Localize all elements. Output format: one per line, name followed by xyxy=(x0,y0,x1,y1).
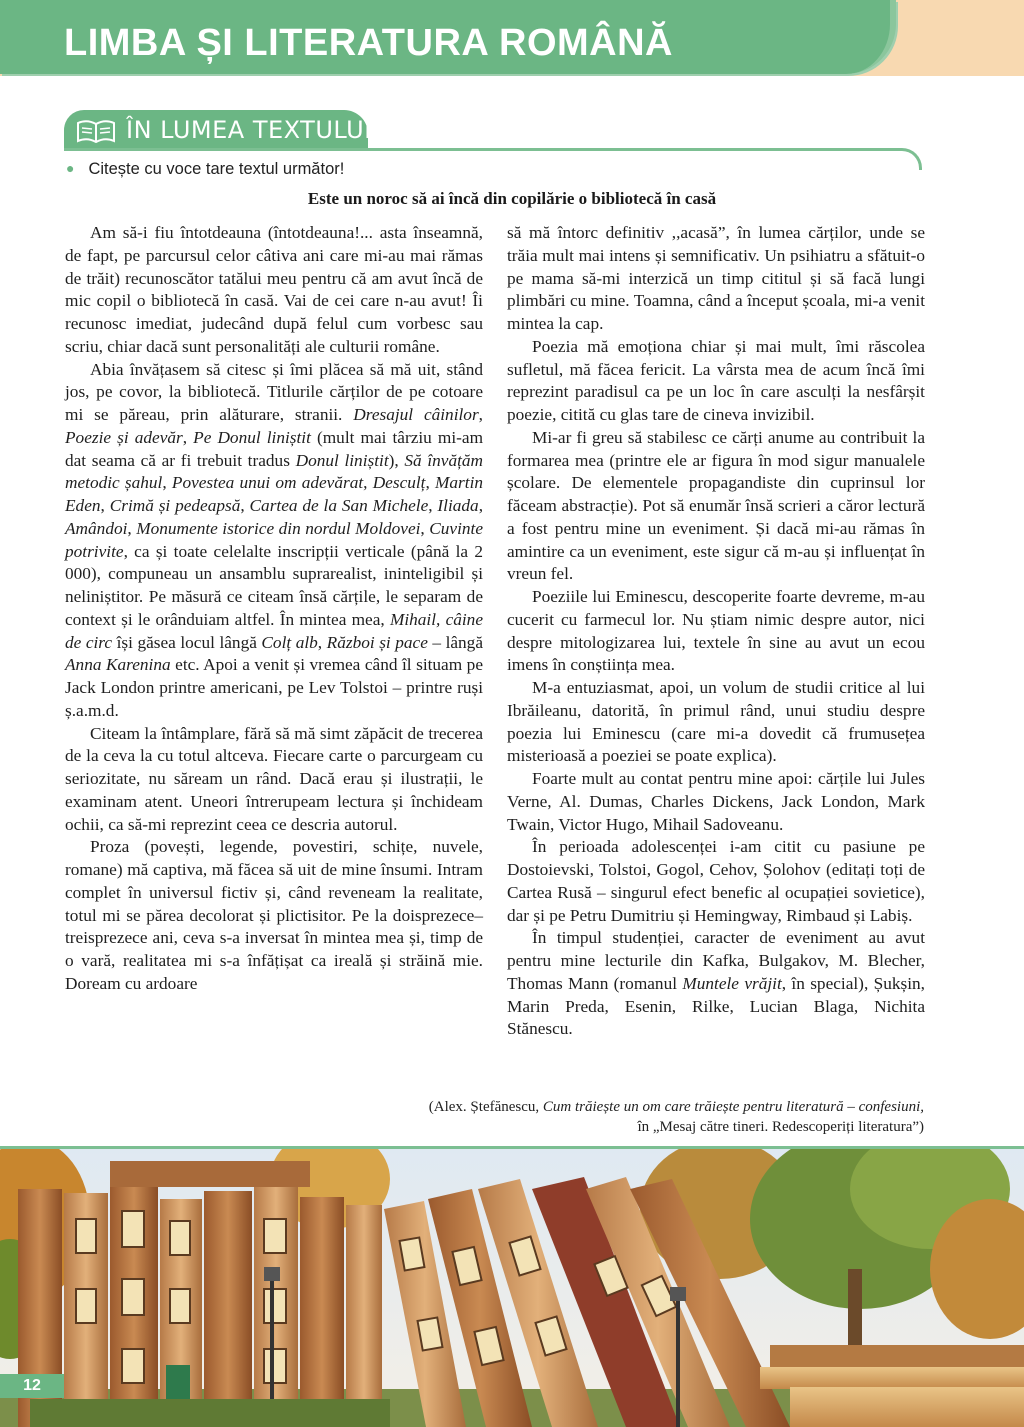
book-buildings-illustration xyxy=(0,1146,1024,1427)
page-title: LIMBA ȘI LITERATURA ROMÂNĂ xyxy=(64,22,673,64)
book-title-italic: Anna Karenina xyxy=(65,655,171,675)
text-segment: , xyxy=(162,473,172,493)
text-segment: (mult mai târziu mi-am dat seama că ar fi trebuit tradus xyxy=(65,427,484,470)
text-segment: M-a entuziasmat, apoi, un volum de studii critice al lui Ibrăileanu, datorită, în primul rând, unui studiu despre poezia lui Eminescu (care mi-a dovedit că frumusețea misterioasă a poeziei se poate explica). xyxy=(507,678,925,766)
text-segment: , xyxy=(420,518,430,538)
header-band xyxy=(0,0,1024,76)
book-title-italic: Monumente istorice din nordul Moldovei xyxy=(136,518,421,538)
paragraph xyxy=(65,836,483,995)
text-segment: Citeam la întâmplare, fără să mă simt zăpăcit de trecerea de la ceva la cu totul altceva. Fiecare carte o parcurgeam cu seriozitate, nu săream un rând. Dacă erau și ilustrații, le examinam atent. Uneori întrerupeam lectura și închideam ochii, ca să-mi reprezint ceea ce descria autorul. xyxy=(65,723,483,834)
text-segment: , xyxy=(100,496,110,515)
text-column-left xyxy=(65,222,483,996)
text-segment: În timpul studenției, caracter de eveniment au avut pentru mine lecturile din Kafka, Bulgakov, M. Blecher, Thomas Mann (romanul xyxy=(507,928,925,993)
book-title-italic: Desculț xyxy=(372,473,426,493)
text-column-right xyxy=(507,222,925,1041)
text-segment: Proza (povești, legende, povestiri, schițe, nuvele, romane) mă captiva, mă făcea să uit de mine însumi. Intram complet în universul fictiv și, când reveneam la realitate, totul mi se părea decolorat și plictisitor. Pe la doisprezece–treisprezece ani, ceva s-a inversat în mintea mea și, timp de o vară, realitatea mi s-a înfățișat ca ireală și străină mie. Doream cu ardoare xyxy=(65,837,483,993)
paragraph xyxy=(507,836,925,927)
bullet-icon: ● xyxy=(66,160,75,176)
section-label: ÎN LUMEA TEXTULUI xyxy=(126,116,372,144)
text-segment: – lângă xyxy=(427,632,483,652)
text-title: Este un noroc să ai încă din copilărie o bibliotecă în casă xyxy=(307,189,717,208)
paragraph xyxy=(507,677,925,768)
book-title-italic: Dresajul câinilor xyxy=(353,405,479,424)
paragraph xyxy=(507,768,925,836)
paragraph xyxy=(507,222,925,336)
section-tab xyxy=(64,110,372,150)
source-line-2: în „Mesaj către tineri. Redescoperiți literatura”) xyxy=(637,1119,924,1135)
paragraph xyxy=(507,427,925,586)
book-title-italic: Mihail, câine de circ xyxy=(65,609,483,652)
paragraph xyxy=(65,723,483,837)
book-title-italic: Pe Donul liniștit xyxy=(193,427,311,447)
text-segment: Abia învățasem să citesc și îmi plăcea să mă uit, stând jos, pe covor, la bibliotecă. Titlurile cărților de pe cotoare mi se păreau, prin alăturare, stranii. xyxy=(65,359,483,424)
page-number: 12 xyxy=(0,1374,64,1398)
paragraph xyxy=(507,336,925,427)
text-segment: să mă întorc definitiv ,,acasă”, în lumea cărților, unde se trăia mult mai intens și semnificativ. Un psihiatru a sfătuit-o pe mama să-mi interzică un timp cititul și să facă lungi plimbări cu mine. Toamna, când a început școala, mi-a venit mintea la cap. xyxy=(507,223,925,333)
text-segment: ), xyxy=(388,450,405,470)
paragraph xyxy=(507,586,925,677)
book-title-italic: Cuvinte potrivite xyxy=(65,518,484,561)
text-segment: , xyxy=(425,473,436,493)
text-segment: Poeziile lui Eminescu, descoperite foarte devreme, m-au cucerit cu farmecul lor. Nu știam nimic despre autor, nici despre mitologizarea lui, textele în sine au avut un ecou imens în conștiința mea. xyxy=(507,587,925,675)
book-title-italic: Donul liniștit xyxy=(295,450,389,470)
paragraph xyxy=(507,927,925,1041)
text-segment: , xyxy=(363,473,373,493)
book-title-italic: Colț alb xyxy=(261,632,318,652)
book-title-italic: Crimă și pedeapsă xyxy=(109,496,241,515)
text-segment: , xyxy=(478,496,484,515)
text-segment: În perioada adolescenței i-am citit cu pasiune pe Dostoievski, Tolstoi, Gogol, Cehov, Șolohov (editați toți de Cartea Rusă – singurul efect benefic al ocupației sovietice), dar și pe Petru Dumitriu și Hemingway, Rimbaud și Labiș. xyxy=(507,837,925,925)
text-segment: Mi-ar fi greu să stabilesc ce cărți anume au contribuit la formarea mea (printre ele ar figura în mod sigur manualele școlare. De elementele propagandiste din cuprinsul lor făceam abstracție). Pot să enumăr însă scrieri a căror lectură a fost pentru mine un eveniment. Și dacă mi-au rămas în amintire ca un eveniment, este sigur că m-au și influențat în vreun fel. xyxy=(507,427,925,584)
book-title-italic: Martin Eden xyxy=(65,473,484,515)
text-segment: , xyxy=(182,427,194,447)
text-segment: , în special), Șukșin, Marin Preda, Esenin, Rilke, Lucian Blaga, Nichita Stănescu. xyxy=(507,973,925,1039)
text-segment: , xyxy=(478,405,483,424)
text-segment: își găsea locul lângă xyxy=(112,632,262,652)
book-title-italic: Război și pace xyxy=(326,632,428,652)
source-citation xyxy=(429,1097,924,1137)
book-title-italic: Muntele vrăjit xyxy=(682,973,782,993)
paragraph xyxy=(65,359,483,723)
book-title-italic: Povestea unui om adevărat xyxy=(171,473,364,493)
text-segment: , xyxy=(428,496,438,515)
instruction-text: Citește cu voce tare textul următor! xyxy=(88,160,345,178)
instruction xyxy=(66,160,344,179)
book-title-italic: Cartea de la San Michele xyxy=(249,496,429,515)
text-segment: etc. Apoi a venit și vremea când îl situam pe Jack London printre americani, pe Lev Tolstoi – printre ruși ș.a.m.d. xyxy=(65,655,483,720)
text-segment: , ca și toate celelalte inscripții verticale (până la 2 000), compuneau un ansamblu suprarealist, ininteligibil și neliniștitor. Pe măsură ce citeam însă cărțile, le separam de context și le orânduiam altfel. În mintea mea, xyxy=(65,541,483,629)
book-title-italic: Poezie și adevăr xyxy=(65,427,183,447)
text-segment: , xyxy=(317,632,327,652)
text-segment: , xyxy=(127,518,137,538)
text-segment: , xyxy=(240,496,250,515)
paragraph xyxy=(65,222,483,359)
book-title-italic: Amândoi xyxy=(65,518,128,538)
text-segment: Am să-i fiu întotdeauna (întotdeauna!... asta înseamnă, de fapt, pe parcursul celor câtiva ani care mi-au mai rămas de trăit) recunoscător tatălui meu pentru că am avut încă de mic copil o bibliotecă în casă. Vai de cei care n-au avut! Îi recunosc imediat, judecând după felul cum vorbesc sau scriu, chiar dacă sunt personalități ale culturii române. xyxy=(65,223,483,356)
text-segment: Poezia mă emoționa chiar și mai mult, îmi răscolea sufletul, mă făcea fericit. La vârsta mea de acum încă îmi reprezint paradisul ca pe un loc în care asculți la nesfârșit poezie, citită cu glas tare de cineva invizibil. xyxy=(507,336,925,424)
source-line-1: (Alex. Ștefănescu, Cum trăiește un om care trăiește pentru literatură – confesiuni, xyxy=(428,1099,924,1115)
text-segment: Foarte mult au contat pentru mine apoi: cărțile lui Jules Verne, Al. Dumas, Charles Dickens, Jack London, Mark Twain, Victor Hugo, Mihail Sadoveanu. xyxy=(507,769,925,834)
book-title-italic: Să învățăm metodic șahul xyxy=(65,450,484,493)
book-title-italic: Iliada xyxy=(437,496,479,515)
open-book-icon xyxy=(76,119,116,143)
